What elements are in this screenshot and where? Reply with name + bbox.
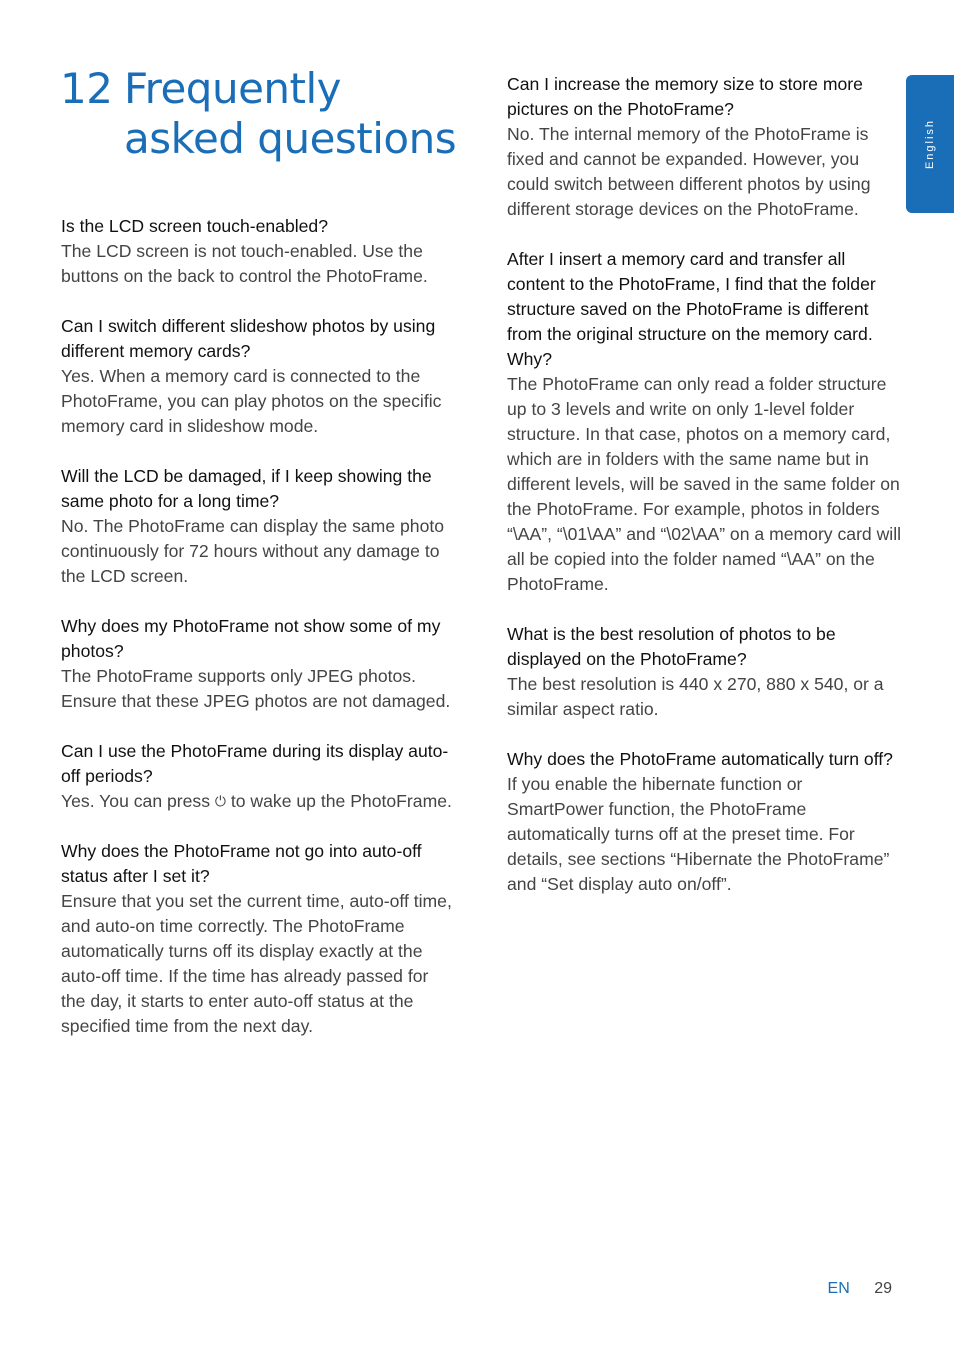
faq-question: Why does my PhotoFrame not show some of my photos? (61, 616, 441, 661)
chapter-title (60, 64, 456, 164)
faq-item (61, 464, 456, 589)
chapter-number: 12 (60, 64, 113, 113)
faq-item (507, 622, 902, 722)
left-column (61, 214, 456, 1064)
faq-answer: Ensure that you set the current time, auto-off time, and auto-on time correctly. The PhotoFrame automatically turns off its display exactly at the auto-off time. If the time has already passed for the day, it starts to enter auto-off status at the specified time from the next day. (61, 891, 452, 1036)
page-footer (828, 1280, 892, 1298)
chapter-title-line2: asked questions (124, 114, 457, 163)
faq-answer: The best resolution is 440 x 270, 880 x 540, or a similar aspect ratio. (507, 674, 884, 719)
faq-question: Is the LCD screen touch-enabled? (61, 216, 328, 236)
faq-answer: The PhotoFrame can only read a folder structure up to 3 levels and write on only 1-level folder structure. In that case, photos on a memory card, which are in folders with the same name but in different levels, will be saved in the same folder on the PhotoFrame. For example, photos in folders “\AA”, “\01\AA” and “\02\AA” on a memory card will all be copied into the folder named “\AA” on the PhotoFrame. (507, 374, 902, 594)
right-column (507, 72, 902, 922)
faq-item (61, 614, 456, 714)
faq-question: Can I use the PhotoFrame during its display auto-off periods? (61, 741, 449, 786)
faq-item (507, 72, 902, 222)
power-icon: ⏻ (214, 793, 226, 809)
faq-question: Why does the PhotoFrame not go into auto-off status after I set it? (61, 841, 422, 886)
faq-answer: No. The internal memory of the PhotoFrame is fixed and cannot be expanded. However, you could switch between different photos by using different storage devices on the PhotoFrame. (507, 124, 871, 219)
faq-question: What is the best resolution of photos to be displayed on the PhotoFrame? (507, 624, 836, 669)
faq-answer-text-start: Yes. You can press (61, 791, 215, 811)
faq-item (61, 839, 456, 1039)
footer-language-code: EN (827, 1280, 850, 1297)
faq-answer: No. The PhotoFrame can display the same photo continuously for 72 hours without any damage to the LCD screen. (61, 516, 445, 586)
language-side-tab (906, 75, 954, 213)
faq-item (61, 214, 456, 289)
faq-item (61, 739, 456, 814)
faq-answer: The PhotoFrame supports only JPEG photos. Ensure that these JPEG photos are not damaged. (61, 666, 451, 711)
page-number: 29 (874, 1280, 892, 1297)
faq-answer: The LCD screen is not touch-enabled. Use the buttons on the back to control the PhotoFrame. (61, 241, 428, 286)
faq-question: Can I switch different slideshow photos by using different memory cards? (61, 316, 436, 361)
faq-answer: Yes. When a memory card is connected to the PhotoFrame, you can play photos on the specific memory card in slideshow mode. (61, 366, 442, 436)
faq-item (61, 314, 456, 439)
faq-question: After I insert a memory card and transfer all content to the PhotoFrame, I find that the folder structure saved on the PhotoFrame is different from the original structure on the memory card. Why? (507, 249, 876, 369)
faq-answer: If you enable the hibernate function or SmartPower function, the PhotoFrame automatically turns off at the preset time. For details, see sections “Hibernate the PhotoFrame” and “Set display auto on/off”. (507, 774, 890, 894)
faq-question: Will the LCD be damaged, if I keep showing the same photo for a long time? (61, 466, 432, 511)
chapter-title-line1: Frequently (124, 64, 342, 113)
faq-question: Why does the PhotoFrame automatically turn off? (507, 749, 893, 769)
faq-item (507, 747, 902, 897)
faq-item (507, 247, 902, 597)
faq-answer-text-end: to wake up the PhotoFrame. (225, 791, 452, 811)
faq-question: Can I increase the memory size to store more pictures on the PhotoFrame? (507, 74, 863, 119)
language-tab-label: English (924, 118, 936, 170)
faq-answer (61, 789, 456, 814)
